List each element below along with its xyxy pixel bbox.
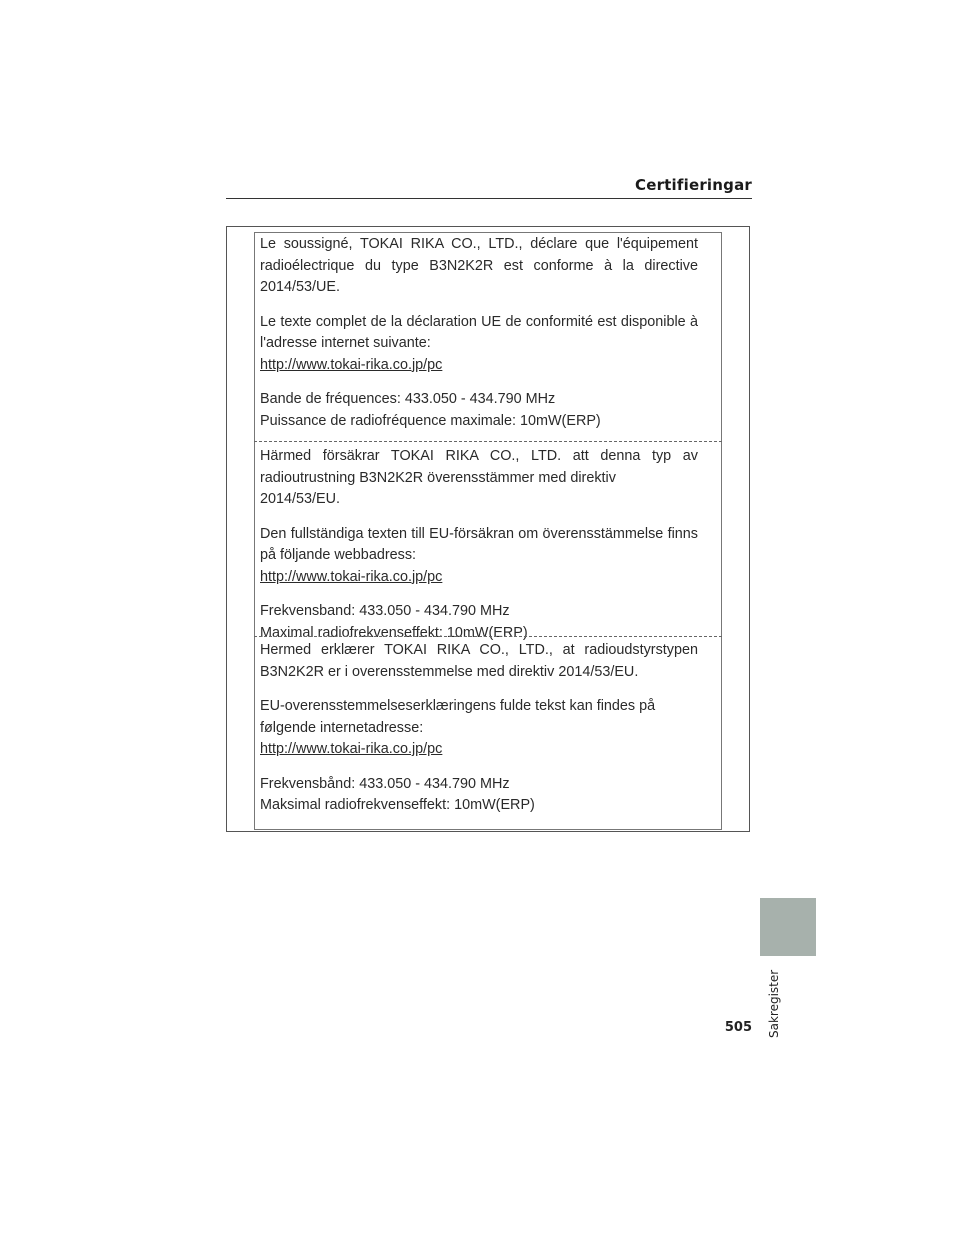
- section-divider: [254, 636, 722, 637]
- paragraph-line: l'adresse internet suivante:: [260, 335, 431, 351]
- declaration-url-link[interactable]: http://www.tokai-rika.co.jp/pc: [260, 568, 443, 585]
- paragraph-line: 2014/53/UE.: [260, 279, 341, 295]
- paragraph-line: Härmed försäkrar TOKAI RIKA CO., LTD. att denna typ av: [260, 448, 698, 464]
- section-header-title: Certifieringar: [634, 176, 752, 194]
- paragraph-line: Le soussigné, TOKAI RIKA CO., LTD., déclare que l'équipement: [260, 236, 698, 252]
- paragraph-line: B3N2K2R er i overensstemmelse med direktiv 2014/53/EU.: [260, 663, 639, 680]
- declaration-url-link[interactable]: http://www.tokai-rika.co.jp/pc: [260, 356, 443, 373]
- max-power-text: Puissance de radiofréquence maximale: 10mW(ERP): [260, 412, 601, 429]
- declaration-section-danish: [260, 640, 698, 817]
- paragraph-line: EU-overensstemmelseserklæringens fulde tekst kan findes på: [260, 698, 656, 714]
- max-power-text: Maksimal radiofrekvenseffekt: 10mW(ERP): [260, 797, 535, 813]
- section-divider: [254, 441, 722, 442]
- paragraph-line: radioélectrique du type B3N2K2R est conforme à la directive: [260, 257, 698, 274]
- max-power-text: Maximal radiofrekvenseffekt: 10mW(ERP): [260, 624, 528, 641]
- paragraph-line: Hermed erklærer TOKAI RIKA CO., LTD., at radioudstyrstypen: [260, 642, 698, 658]
- frequency-band-text: Bande de fréquences: 433.050 - 434.790 MHz: [260, 391, 556, 407]
- page-number: 505: [724, 1020, 752, 1035]
- paragraph-line: på följande webbadress:: [260, 547, 417, 563]
- declaration-url-link[interactable]: http://www.tokai-rika.co.jp/pc: [260, 741, 443, 757]
- index-tab[interactable]: [760, 898, 816, 956]
- frequency-band-text: Frekvensbånd: 433.050 - 434.790 MHz: [260, 775, 510, 792]
- frequency-band-text: Frekvensband: 433.050 - 434.790 MHz: [260, 603, 510, 619]
- paragraph-line: Den fullständiga texten till EU-försäkran om överensstämmelse finns: [260, 525, 698, 542]
- declaration-section-french: [260, 234, 698, 432]
- paragraph-line: Le texte complet de la déclaration UE de conformité est disponible à: [260, 313, 698, 330]
- header-rule: [226, 198, 752, 199]
- paragraph-line: følgende internetadresse:: [260, 719, 424, 736]
- index-tab-label: Sakregister: [767, 969, 781, 1039]
- declaration-section-swedish: [260, 446, 698, 644]
- paragraph-line: radioutrustning B3N2K2R överensstämmer med direktiv 2014/53/EU.: [260, 469, 616, 507]
